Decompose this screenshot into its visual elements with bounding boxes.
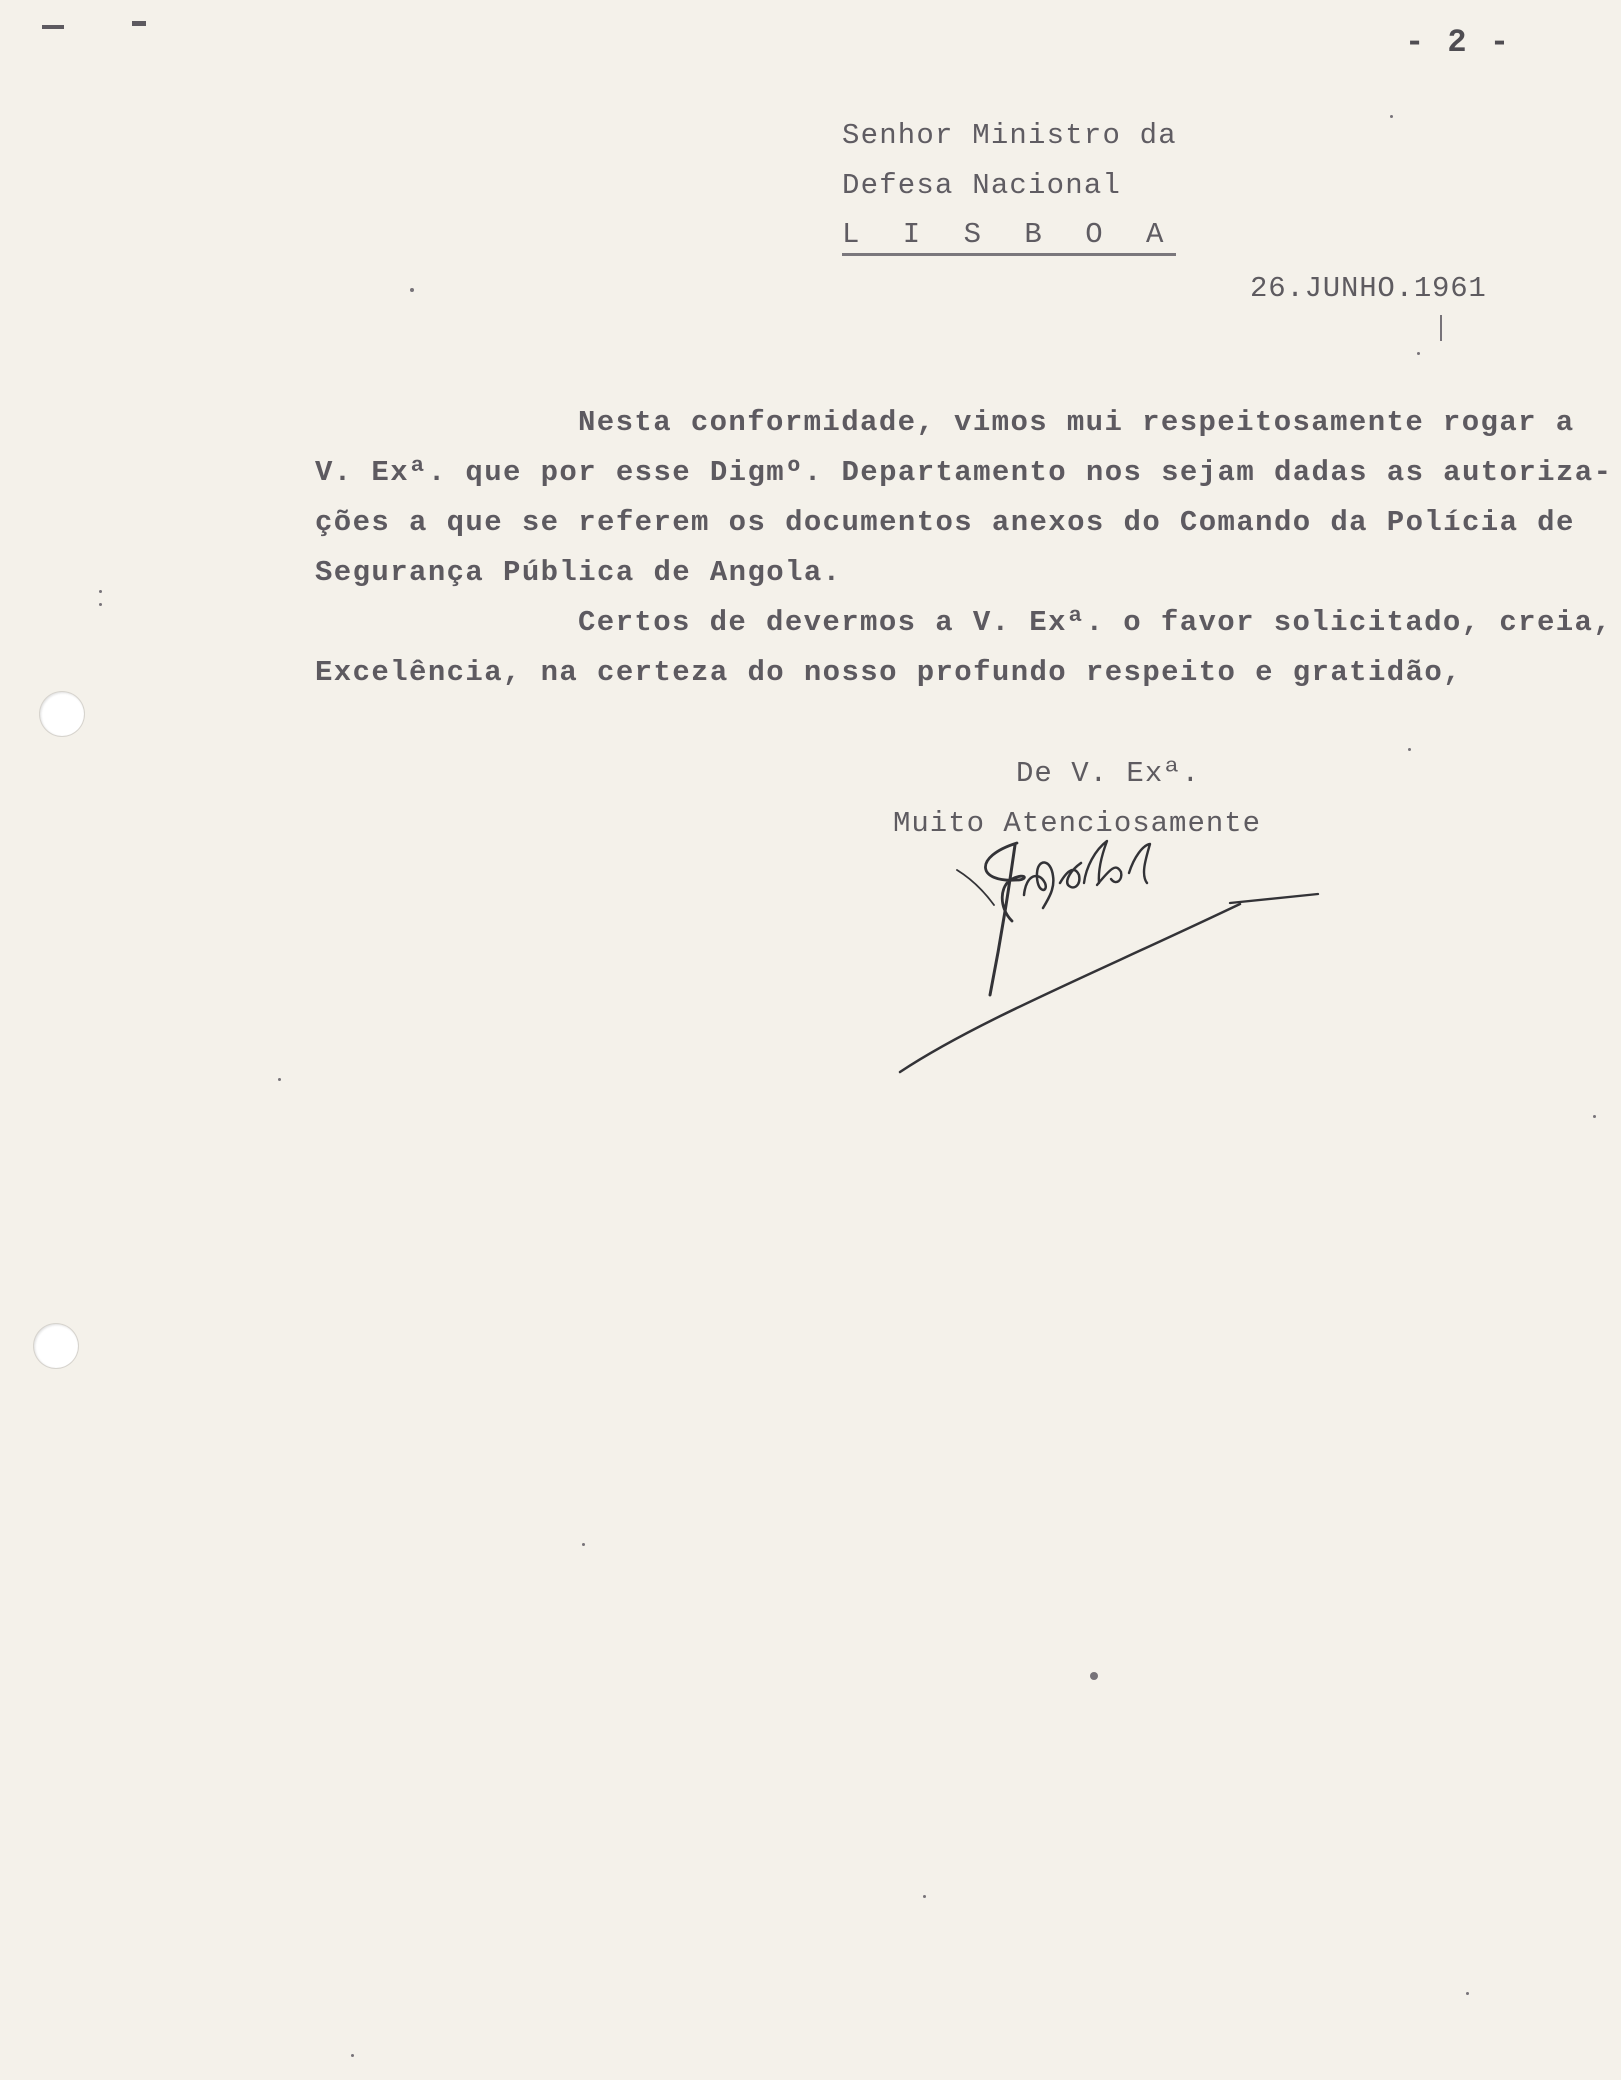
paper-speck xyxy=(1417,352,1420,355)
paper-speck xyxy=(351,2054,354,2057)
letter-date: 26.JUNHO.1961 xyxy=(1250,272,1487,305)
handwritten-signature xyxy=(900,825,1330,1090)
paragraph-line-5: Certos de devermos a V. Exª. o favor solicitado, creia, xyxy=(578,606,1613,639)
paper-speck xyxy=(278,1078,281,1081)
paper-speck xyxy=(1440,315,1442,341)
paragraph-line-2: V. Exª. que por esse Digmº. Departamento nos sejam dadas as autoriza- xyxy=(315,456,1613,489)
paper-speck xyxy=(99,590,102,593)
paper-speck xyxy=(1390,115,1393,118)
paper-speck xyxy=(1090,1672,1098,1680)
closing-line-1: De V. Exª. xyxy=(1016,757,1201,790)
paper-speck xyxy=(410,288,414,292)
page-number: - 2 - xyxy=(1405,24,1512,61)
paper-speck xyxy=(582,1543,585,1546)
closing-line-2: Muito Atenciosamente xyxy=(893,807,1262,840)
paragraph-line-1: Nesta conformidade, vimos mui respeitosamente rogar a xyxy=(578,406,1575,439)
recipient-line-2: Defesa Nacional xyxy=(842,169,1122,202)
top-left-ink-mark xyxy=(42,25,64,29)
recipient-city: L I S B O A xyxy=(842,220,1176,256)
punch-hole-top xyxy=(40,692,84,736)
paragraph-line-4: Segurança Pública de Angola. xyxy=(315,556,842,589)
paper-speck xyxy=(1408,748,1411,751)
paper-speck xyxy=(99,603,102,606)
paragraph-line-3: ções a que se referem os documentos anexos do Comando da Polícia de xyxy=(315,506,1575,539)
paper-speck xyxy=(1593,1115,1596,1118)
paragraph-line-6: Excelência, na certeza do nosso profundo respeito e gratidão, xyxy=(315,656,1462,689)
recipient-line-1: Senhor Ministro da xyxy=(842,119,1177,152)
top-left-ink-mark-2 xyxy=(132,21,146,26)
paper-speck xyxy=(1466,1992,1469,1995)
paper-speck xyxy=(923,1895,926,1898)
punch-hole-bottom xyxy=(34,1324,78,1368)
